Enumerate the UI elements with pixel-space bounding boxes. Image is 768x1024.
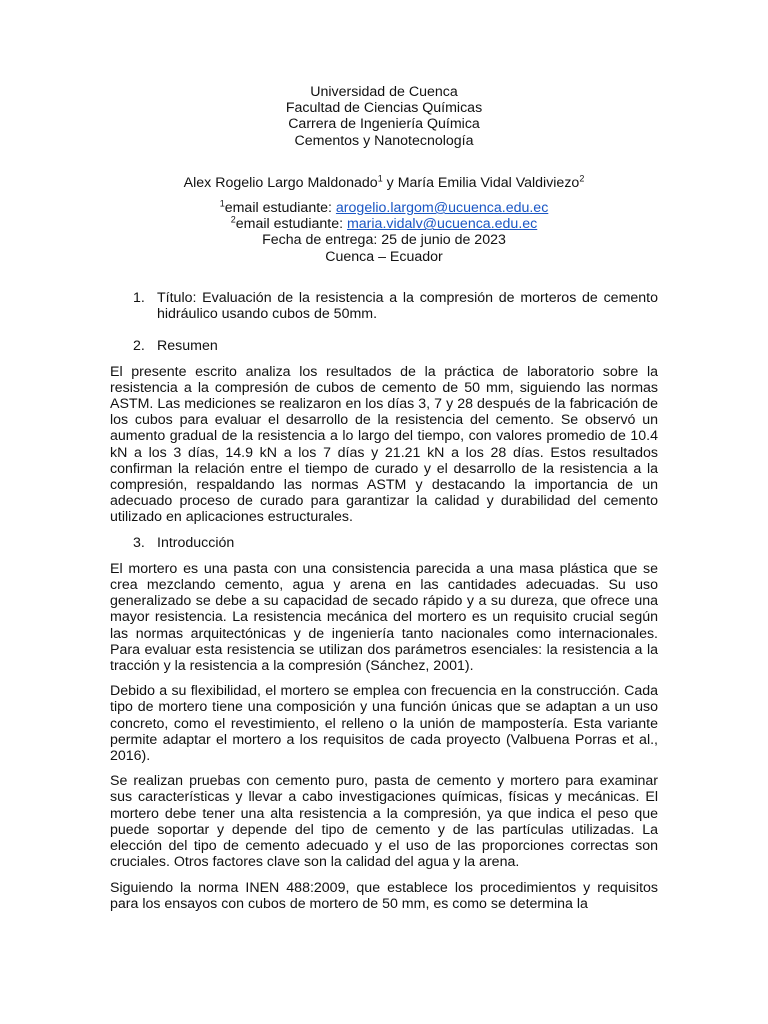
section-1-number: 1. — [133, 290, 145, 306]
section-1-text: Título: Evaluación de la resistencia a la compresión de morteros de cemento hidráulico usando cubos de 50mm. — [157, 290, 658, 323]
section-intro-heading — [110, 535, 658, 551]
email-2-link[interactable]: maria.vidalv@ucuenca.edu.ec — [346, 216, 538, 233]
email-1-marker: 1 — [219, 198, 225, 209]
course-name: Cementos y Nanotecnología — [294, 132, 474, 149]
document-body — [110, 290, 658, 912]
section-summary-heading — [110, 338, 658, 354]
email-1-link[interactable]: arogelio.largom@ucuenca.edu.ec — [335, 200, 549, 216]
intro-paragraph-2: Debido a su flexibilidad, el mortero se emplea con frecuencia en la construcción. Cada tipo de mortero tiene una composición y una función únicas que se adaptan a un uso concreto, como el revestimiento, el relleno o la unión de mampostería. Esta variante permite adaptar el mortero a los requisitos de cada proyecto (Valbuena Porras et al., 2016). — [110, 683, 658, 765]
section-2-text: Resumen — [157, 338, 218, 355]
author-1-marker: 1 — [377, 173, 383, 184]
email-1-label: email estudiante: — [224, 200, 336, 216]
section-2-number: 2. — [133, 338, 145, 355]
contact-block — [0, 200, 768, 265]
document-header — [0, 84, 768, 149]
email-2-label: email estudiante: — [235, 216, 347, 233]
email-2-marker: 2 — [230, 214, 236, 225]
contact-line-2 — [0, 216, 768, 232]
career-name: Carrera de Ingeniería Química — [288, 116, 480, 133]
author-2-marker: 2 — [579, 173, 585, 184]
authors-conjunction: y — [382, 175, 398, 191]
section-3-text: Introducción — [157, 534, 235, 551]
intro-paragraph-4: Siguiendo la norma INEN 488:2009, que establece los procedimientos y requisitos para los ensayos con cubos de mortero de 50 mm, es como se determina la — [110, 879, 658, 912]
delivery-date: Fecha de entrega: 25 de junio de 2023 — [262, 232, 506, 249]
intro-paragraph-3: Se realizan pruebas con cemento puro, pasta de cemento y mortero para examinar sus características y llevar a cabo investigaciones químicas, físicas y mecánicas. El mortero debe tener una alta resistencia a la compresión, ya que indica el peso que puede soportar y depende del tipo de cemento y de las partículas utilizadas. La elección del tipo de cemento adecuado y el uso de las proporciones correctas son cruciales. Otros factores clave son la calidad del agua y la arena. — [110, 773, 658, 871]
section-title-item — [110, 290, 658, 322]
faculty-name: Facultad de Ciencias Químicas — [285, 100, 483, 117]
intro-paragraph-1: El mortero es una pasta con una consistencia parecida a una masa plástica que se crea mezclando cemento, agua y arena en las cantidades adecuadas. Su uso generalizado se debe a su capacidad de secado rápido y a su dureza, que ofrece una mayor resistencia. La resistencia mecánica del mortero es un requisito crucial según las normas arquitectónicas y de ingeniería tanto nacionales como internacionales. Para evaluar esta resistencia se utilizan dos parámetros esenciales: la resistencia a la tracción y la resistencia a la compresión (Sánchez, 2001). — [110, 560, 658, 675]
author-1: Alex Rogelio Largo Maldonado — [183, 175, 378, 191]
university-name: Universidad de Cuenca — [310, 84, 458, 100]
authors-line — [0, 175, 768, 191]
abstract-paragraph: El presente escrito analiza los resultados de la práctica de laboratorio sobre la resistencia a la compresión de cubos de cemento de 50 mm, siguiendo las normas ASTM. Las mediciones se realizaron en los días 3, 7 y 28 después de la fabricación de los cubos para evaluar el desarrollo de la resistencia del cemento. Se observó un aumento gradual de la resistencia a lo largo del tiempo, con valores promedio de 10.4 kN a los 3 días, 14.9 kN a los 7 días y 21.21 kN a los 28 días. Estos resultados confirman la relación entre el tiempo de curado y el desarrollo de la resistencia a la compresión, respaldando las normas ASTM y destacando la importancia de un adecuado proceso de curado para garantizar la calidad y durabilidad del cemento utilizado en aplicaciones estructurales. — [110, 363, 658, 526]
location: Cuenca – Ecuador — [325, 248, 443, 265]
section-3-number: 3. — [133, 534, 145, 551]
author-2: María Emilia Vidal Valdiviezo — [397, 175, 580, 191]
contact-line-1 — [0, 200, 768, 216]
